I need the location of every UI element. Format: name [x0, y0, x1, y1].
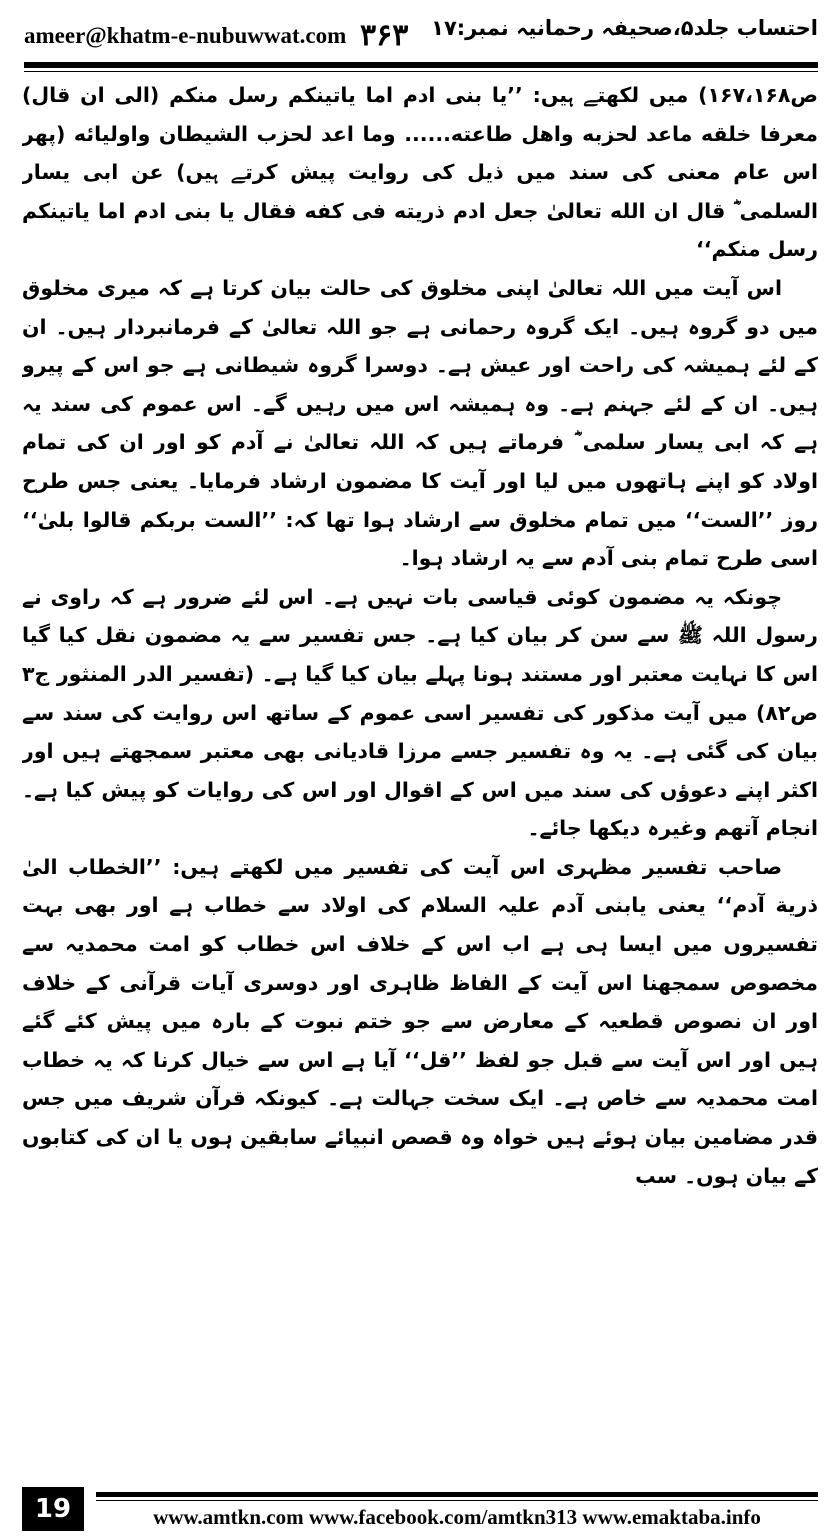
page-number: ۳۶۳ — [360, 18, 409, 53]
body-text — [22, 76, 818, 1476]
header-left — [24, 18, 408, 53]
sheet-number-box: 19 — [22, 1487, 84, 1531]
footer-rule-thick — [96, 1492, 818, 1497]
paragraph-1: ص۱۶۷،۱۶۸) میں لکھتے ہیں: ’’یا بنی ادم اما یاتینکم رسل منکم (الی ان قال) معرفا خلقه ماعد لحزبه واهل طاعته...... وما اعد لحزب الشیطان واولیائه (پھر اس عام معنی کی سند میں ذیل کی روایت پیش کرتے ہیں) عن ابی یسار السلمی ؓ قال ان الله تعالیٰ جعل ادم ذریته فی کفه فقال یا بنی ادم اما یاتینکم رسل منکم‘‘ — [22, 83, 818, 262]
paragraph-2: اس آیت میں اللہ تعالیٰ اپنی مخلوق کی حالت بیان کرتا ہے کہ میری مخلوق میں دو گروہ ہیں۔ ایک گروہ رحمانی ہے جو اللہ تعالیٰ کے فرمانبردار ہیں۔ ان کے لئے ہمیشہ کی راحت اور عیش ہے۔ دوسرا گروہ شیطانی ہے جو اس کے پیرو ہیں۔ ان کے لئے جہنم ہے۔ وہ ہمیشہ اس میں رہیں گے۔ اس عموم کی سند یہ ہے کہ ابی یسار سلمی ؓ فرماتے ہیں کہ اللہ تعالیٰ نے آدم کو اور ان کی تمام اولاد کو اپنے ہاتھوں میں لیا اور آیت کا مضمون ارشاد فرمایا۔ یعنی جس طرح روز ’’الست‘‘ میں تمام مخلوق سے ارشاد ہوا تھا کہ: ’’الست بربکم قالوا بلیٰ‘‘ اسی طرح تمام بنی آدم سے یہ ارشاد ہوا۔ — [22, 275, 818, 571]
header-rule-thick — [24, 62, 818, 68]
footer-links: www.amtkn.com www.facebook.com/amtkn313 www.emaktaba.info — [153, 1505, 761, 1529]
paragraph-4: صاحب تفسیر مظہری اس آیت کی تفسیر میں لکھتے ہیں: ’’الخطاب الیٰ ذریة آدم‘‘ یعنی یابنی آدم علیہ السلام کی اولاد سے خطاب ہے اور بھی بہت تفسیروں میں ایسا ہی ہے اب اس کے خلاف اس خطاب کو امت محمدیہ سے مخصوص سمجھنا اس آیت کے الفاظ ظاہری اور دوسری آیات قرآنی کے خلاف اور ان نصوص قطعیہ کے معارض سے جو ختم نبوت کے بارہ میں پیش کئے گئے ہیں اور اس آیت سے قبل جو لفظ ’’قل‘‘ آیا ہے اس سے خیال کرنا کہ یہ خطاب امت محمدیہ سے خاص ہے۔ ایک سخت جہالت ہے۔ کیونکہ قرآن شریف میں جس قدر مضامین بیان ہوئے ہیں خواہ وہ قصص انبیائے سابقین ہوں یا ان کی کتابوں کے بیان ہوں۔ سب — [22, 854, 818, 1188]
footer-rule-thin — [96, 1500, 818, 1501]
page-header — [24, 10, 818, 58]
book-title: احتساب جلد۵،صحیفہ رحمانیہ نمبر:۱۷ — [431, 16, 818, 40]
header-rule-thin — [24, 71, 818, 72]
paragraph-3: چونکہ یہ مضمون کوئی قیاسی بات نہیں ہے۔ اس لئے ضرور ہے کہ راوی نے رسول اللہ ﷺ سے سن کر بیان کیا ہے۔ جس تفسیر سے یہ مضمون نقل کیا گیا اس کا نہایت معتبر اور مستند ہونا پہلے بیان کیا گیا ہے۔ (تفسیر الدر المنثور ج۳ ص۸۲) میں آیت مذکور کی تفسیر اسی عموم کے ساتھ اس روایت کی سند سے بیان کی گئی ہے۔ یہ وہ تفسیر جسے مرزا قادیانی بھی معتبر سمجھتے ہیں اور اکثر اپنے دعوؤں کی سند میں اس کے اقوال اور اس کی روایات کو پیش کیا ہے۔ انجام آتھم وغیرہ دیکھا جائے۔ — [22, 584, 818, 841]
header-email: ameer@khatm-e-nubuwwat.com — [24, 23, 347, 48]
